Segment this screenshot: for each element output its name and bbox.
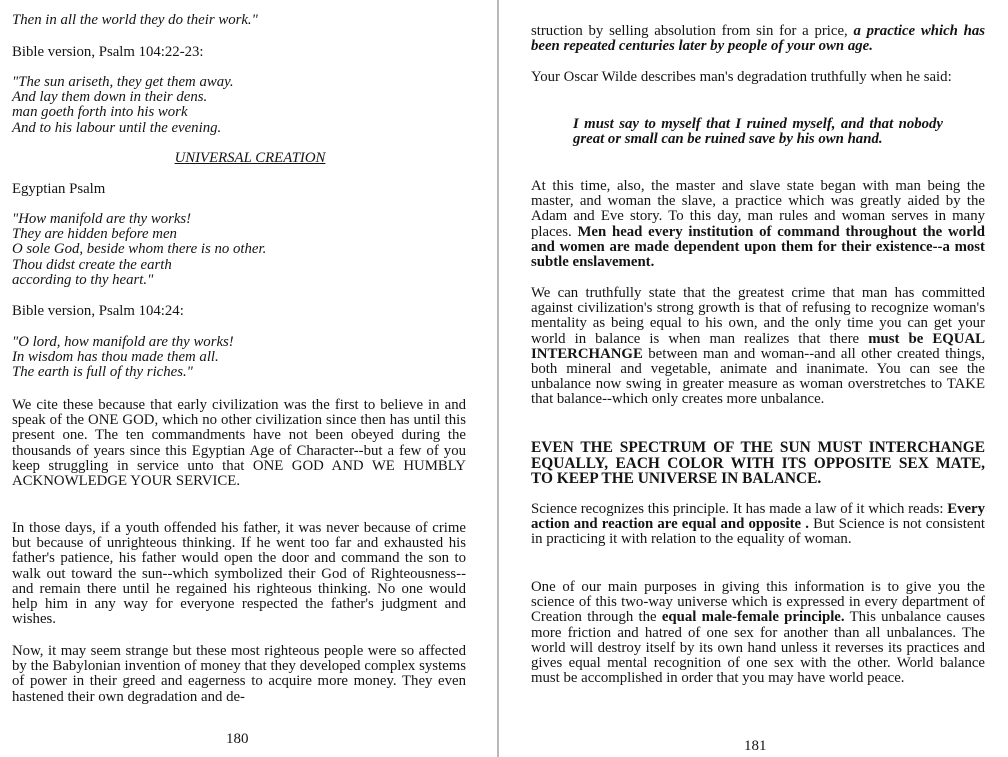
- purpose-principle: equal male-female principle.: [661, 609, 845, 626]
- master-slave-text: At this time, also, the master and slave state began with man being the master, and woman the slave, a practice which was greatly aided by the Adam and Eve story. To this day, man rules and woman serves in many places.: [531, 178, 985, 240]
- science-law: Every action and reaction are equal and opposite .: [531, 501, 986, 533]
- paragraph-science: [531, 502, 985, 548]
- paragraph-money: Now, it may seem strange but these most righteous people were so affected by the Babylonian invention of money that they developed complex systems of power in their greed and eagerness to acquire more money. They even hastened their own degradation and de-: [12, 643, 466, 705]
- page-number-right: 181: [744, 738, 767, 754]
- section-heading: [12, 151, 488, 166]
- right-page: [500, 0, 1008, 757]
- psalm-104-22-quote: [12, 75, 482, 136]
- egyptian-psalm-label: Egyptian Psalm: [12, 181, 106, 197]
- paragraph-youth: In those days, if a youth offended his father, it was never because of crime but because of unrighteous thinking. If he went too far and exhausted his father's patience, his father would open the door and command the son to walk out toward the sun--which symbolized their God of Righteousness--and remain there until he regained his righteous thinking. No one would help him in any way for everyone respected the father's judgment and wishes.: [12, 520, 466, 628]
- wilde-quote: I must say to myself that I ruined myself, and that nobody great or small can be ruined save by his own hand.: [573, 116, 943, 148]
- quote-line: O sole God, beside whom there is no other.: [12, 241, 267, 258]
- section-heading-text: UNIVERSAL CREATION: [174, 150, 326, 166]
- quote-line: man goeth forth into his work: [12, 104, 188, 121]
- quote-line: The earth is full of thy riches.": [12, 364, 193, 381]
- left-page: [0, 0, 498, 757]
- crime-text-end: between man and woman--and all other created things, both mineral and vegetable, animate and inanimate. You can see the unbalance now swing in greater measure as woman overstretches to TAKE that balance--which only creates more unbalance.: [531, 345, 985, 408]
- continuation-text: struction by selling absolution from sin for a price,: [531, 23, 848, 39]
- quote-line: In wisdom has thou made them all.: [12, 349, 219, 366]
- egyptian-psalm-quote: [12, 212, 482, 288]
- top-quote-line: Then in all the world they do their work.": [12, 12, 258, 28]
- crime-text-start: We can truthfully state that the greatest crime that man has committed against civilization's strong growth is that of refusing to recognize woman's mentality as being equal to his own, and the only time you can get your world in balance is when man realizes that there: [531, 285, 985, 347]
- paragraph-one-god: We cite these because that early civilization was the first to believe in and speak of the ONE GOD, which no other civilization since then has until this present one. The ten commandments have not been obeyed during the thousands of years since this Egyptian Age of Character--but a few of you keep struggling in service unto that ONE GOD AND WE HUMBLY ACKNOWLEDGE YOUR SERVICE.: [12, 397, 466, 490]
- science-text-start: Science recognizes this principle. It has made a law of it which reads:: [531, 501, 944, 517]
- quote-line: "O lord, how manifold are thy works!: [12, 334, 234, 350]
- quote-line: Thou didst create the earth: [12, 256, 172, 273]
- continuation-emphasis: a practice which has been repeated centuries later by people of your own age.: [531, 23, 985, 55]
- purpose-text-start: One of our main purposes in giving this information is to give you the science of this two-way universe which is expressed in every department of Creation through the: [531, 579, 985, 626]
- purpose-text-end: This unbalance causes more friction and hatred of one sex for another than all unbalances. The world will destroy itself by its own hand unless it reverses its practices and gives equal mental recognition of one sex with the other. World balance must be accomplished in order that you may have world peace.: [531, 609, 985, 687]
- master-slave-emphasis: Men head every institution of command throughout the world and women are made dependent upon them for their existence--a most subtle enslavement.: [531, 223, 985, 271]
- paragraph-continuation: [531, 24, 985, 54]
- bible-reference-psalm-104-24: Bible version, Psalm 104:24:: [12, 303, 184, 319]
- crime-emphasis: must be EQUAL INTERCHANGE: [531, 330, 986, 362]
- quote-line: "The sun ariseth, they get them away.: [12, 74, 234, 90]
- paragraph-greatest-crime: [531, 286, 985, 408]
- quote-line: according to thy heart.": [12, 271, 154, 288]
- paragraph-oscar-wilde: Your Oscar Wilde describes man's degradation truthfully when he said:: [531, 69, 952, 85]
- quote-line: And to his labour until the evening.: [12, 119, 222, 136]
- spectrum-heading: EVEN THE SPECTRUM OF THE SUN MUST INTERCHANGE EQUALLY, EACH COLOR WITH ITS OPPOSITE SEX MATE, TO KEEP THE UNIVERSE IN BALANCE.: [531, 439, 985, 488]
- page-number-left: 180: [226, 731, 249, 747]
- paragraph-main-purpose: [531, 580, 985, 686]
- psalm-104-24-quote: [12, 335, 482, 381]
- quote-line: And lay them down in their dens.: [12, 89, 208, 106]
- science-text-end: But Science is not consistent in practicing it with relation to the equality of woman.: [531, 516, 985, 548]
- quote-line: "How manifold are thy works!: [12, 211, 192, 227]
- paragraph-master-slave: [531, 179, 985, 270]
- bible-reference-psalm-104-22: Bible version, Psalm 104:22-23:: [12, 44, 204, 60]
- quote-line: They are hidden before men: [12, 226, 177, 243]
